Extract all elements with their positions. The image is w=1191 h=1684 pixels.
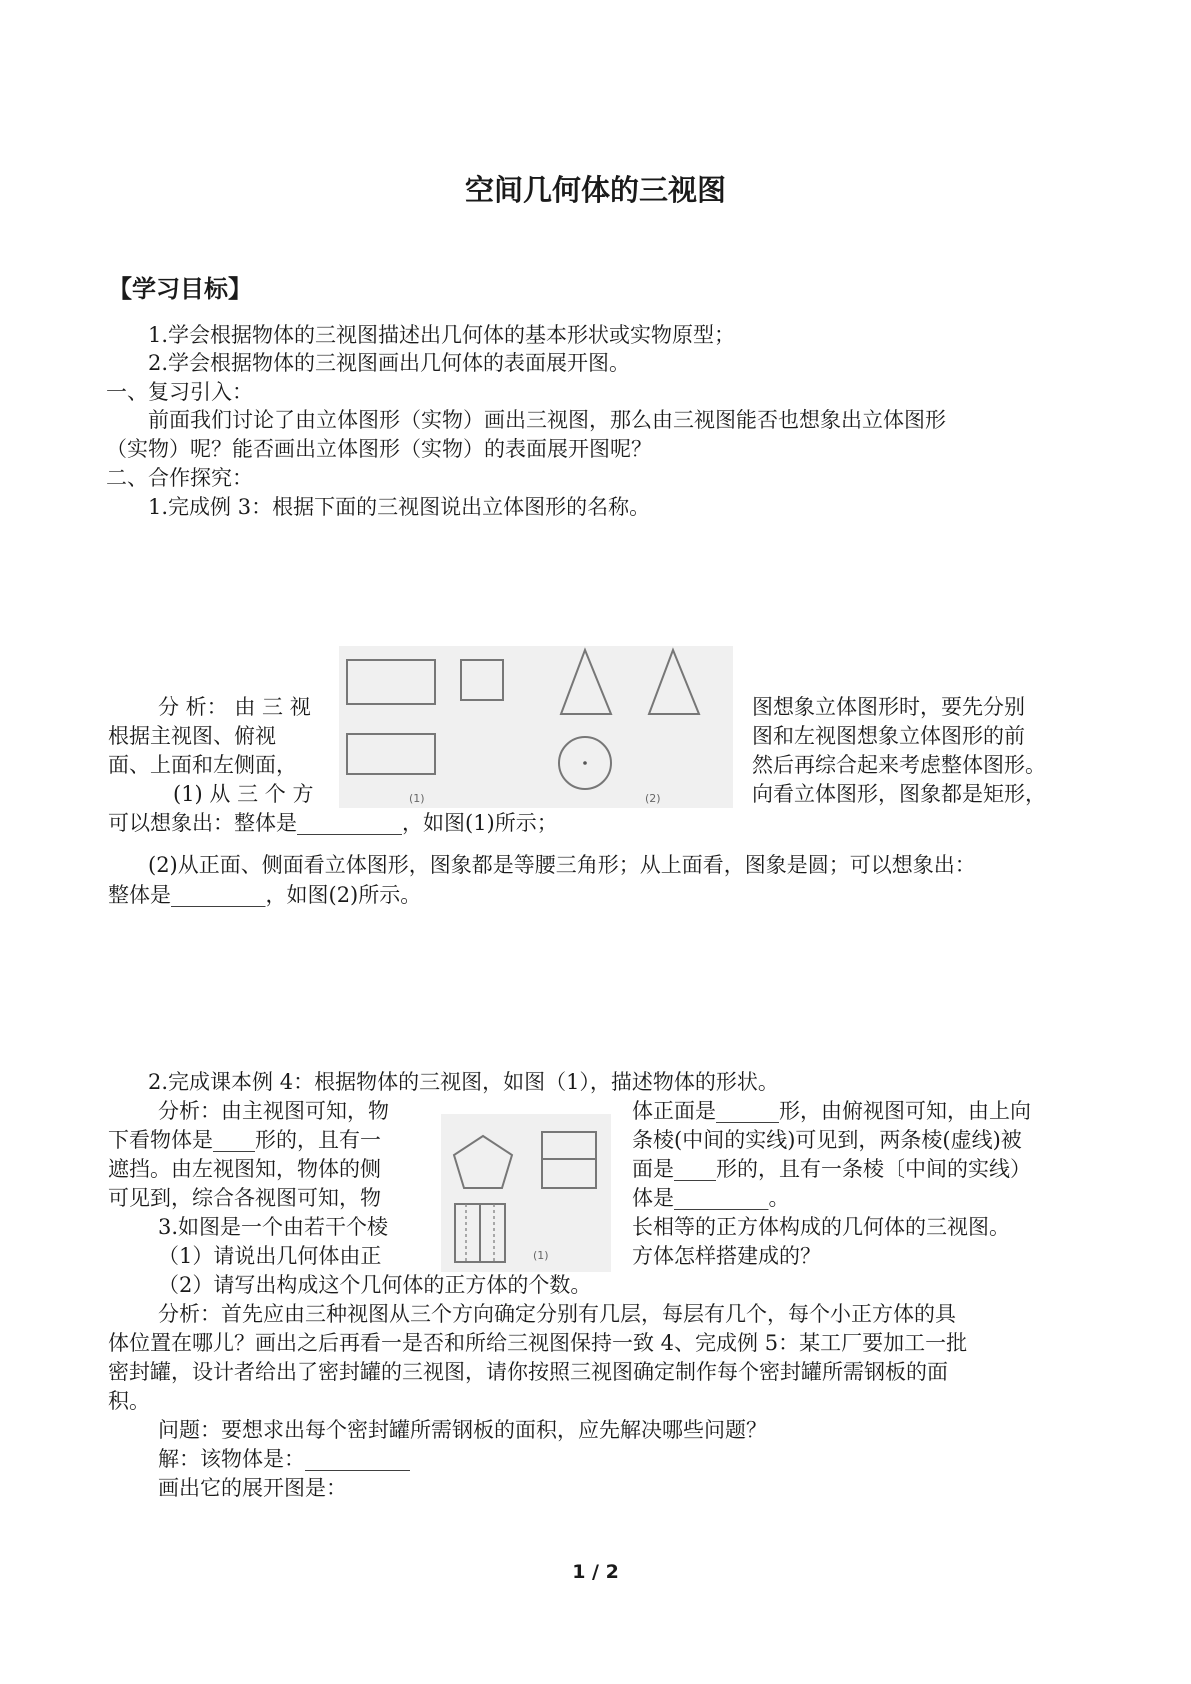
question-text: 问题：要想求出每个密封罐所需钢板的面积，应先解决哪些问题？ [158,1418,767,1442]
ex3-prompt: 1.完成例 3：根据下面的三视图说出立体图形的名称。 [148,495,651,519]
ex4-left-5: 3.如图是一个由若干个棱 [158,1215,389,1239]
fig1-front-rect [347,660,435,704]
part1-text-b: （实物）呢？能否画出立体图形（实物）的表面展开图呢？ [106,437,652,461]
analysis-d: 积。 [108,1389,150,1413]
ex4-left-2: 下看物体是____形的，且有一 [108,1128,381,1152]
page-number: 1 / 2 [572,1561,619,1583]
ex4-right-6: 方体怎样搭建成的？ [632,1244,821,1268]
ex4-right-4: 体是_________。 [632,1186,790,1210]
goal-1: 1.学会根据物体的三视图描述出几何体的基本形状或实物原型； [148,323,736,347]
fig1-label-1: (1) [409,792,425,805]
three-view-figure-2 [441,1114,611,1272]
fig-pentagon-front [454,1136,512,1188]
ex3-right-3: 然后再综合起来考虑整体图形。 [752,753,1046,777]
ex4-prompt: 2.完成课本例 4：根据物体的三视图，如图（1），描述物体的形状。 [148,1070,779,1094]
fig2-label: (1) [533,1249,549,1262]
ex4-right-2: 条棱(中间的实线)可见到，两条棱(虚线)被 [632,1128,1022,1152]
fig1-side-rect [461,660,503,700]
ex3-line-6: (2)从正面、侧面看立体图形，图象都是等腰三角形；从上面看，图象是圆；可以想象出： [148,853,976,877]
fig1-label-2: (2) [645,792,661,805]
figure-2-drawing [441,1114,611,1272]
ex3-right-2: 图和左视图想象立体图形的前 [752,724,1025,748]
fig2-front-triangle [561,650,611,714]
fig2-center-dot [583,761,587,765]
section-goals-heading: 【学习目标】 [108,275,252,303]
solution-text: 解：该物体是：__________ [158,1447,410,1471]
analysis-b: 体位置在哪儿？画出之后再看一是否和所给三视图保持一致 4、完成例 5：某工厂要加工一批 [108,1331,968,1355]
fig1-top-rect [347,734,435,774]
three-view-figure-1 [339,646,733,808]
ex4-left-1: 分析：由主视图可知，物 [158,1099,389,1123]
ex3-line-5: 可以想象出：整体是__________，如图(1)所示； [108,811,558,835]
question-2: （2）请写出构成这个几何体的正方体的个数。 [158,1273,592,1297]
ex4-left-3: 遮挡。由左视图知，物体的侧 [108,1157,381,1181]
ex3-right-1: 图想象立体图形时，要先分别 [752,695,1025,719]
part1-heading: 一、复习引入： [106,380,253,404]
analysis-c: 密封罐，设计者给出了密封罐的三视图，请你按照三视图确定制作每个密封罐所需钢板的面 [108,1360,948,1384]
fig2-side-triangle [649,650,699,714]
goal-2: 2.学会根据物体的三视图画出几何体的表面展开图。 [148,351,631,375]
page-title: 空间几何体的三视图 [464,173,726,207]
ex3-left-4: (1) 从 三 个 方 [173,782,314,806]
ex4-right-5: 长相等的正方体构成的几何体的三视图。 [632,1215,1010,1239]
figure-1-drawing [339,646,733,808]
part1-text-a: 前面我们讨论了由立体图形（实物）画出三视图，那么由三视图能否也想象出立体图形 [148,408,946,432]
ex3-right-4: 向看立体图形，图象都是矩形， [752,782,1046,806]
ex4-left-6: （1）请说出几何体由正 [158,1244,382,1268]
ex3-left-1: 分 析： 由 三 视 [158,695,311,719]
ex4-right-1: 体正面是______形，由俯视图可知，由上向 [632,1099,1031,1123]
ex3-left-3: 面、上面和左侧面， [108,753,297,777]
ex3-line-7: 整体是_________，如图(2)所示。 [108,883,422,907]
draw-net-text: 画出它的展开图是： [158,1476,347,1500]
ex3-left-2: 根据主视图、俯视 [108,724,276,748]
part2-heading: 二、合作探究： [106,466,253,490]
analysis-a: 分析：首先应由三种视图从三个方向确定分别有几层，每层有几个，每个小正方体的具 [158,1302,956,1326]
ex4-left-4: 可见到，综合各视图可知，物 [108,1186,381,1210]
ex4-right-3: 面是____形的，且有一条棱〔中间的实线） [632,1157,1031,1181]
